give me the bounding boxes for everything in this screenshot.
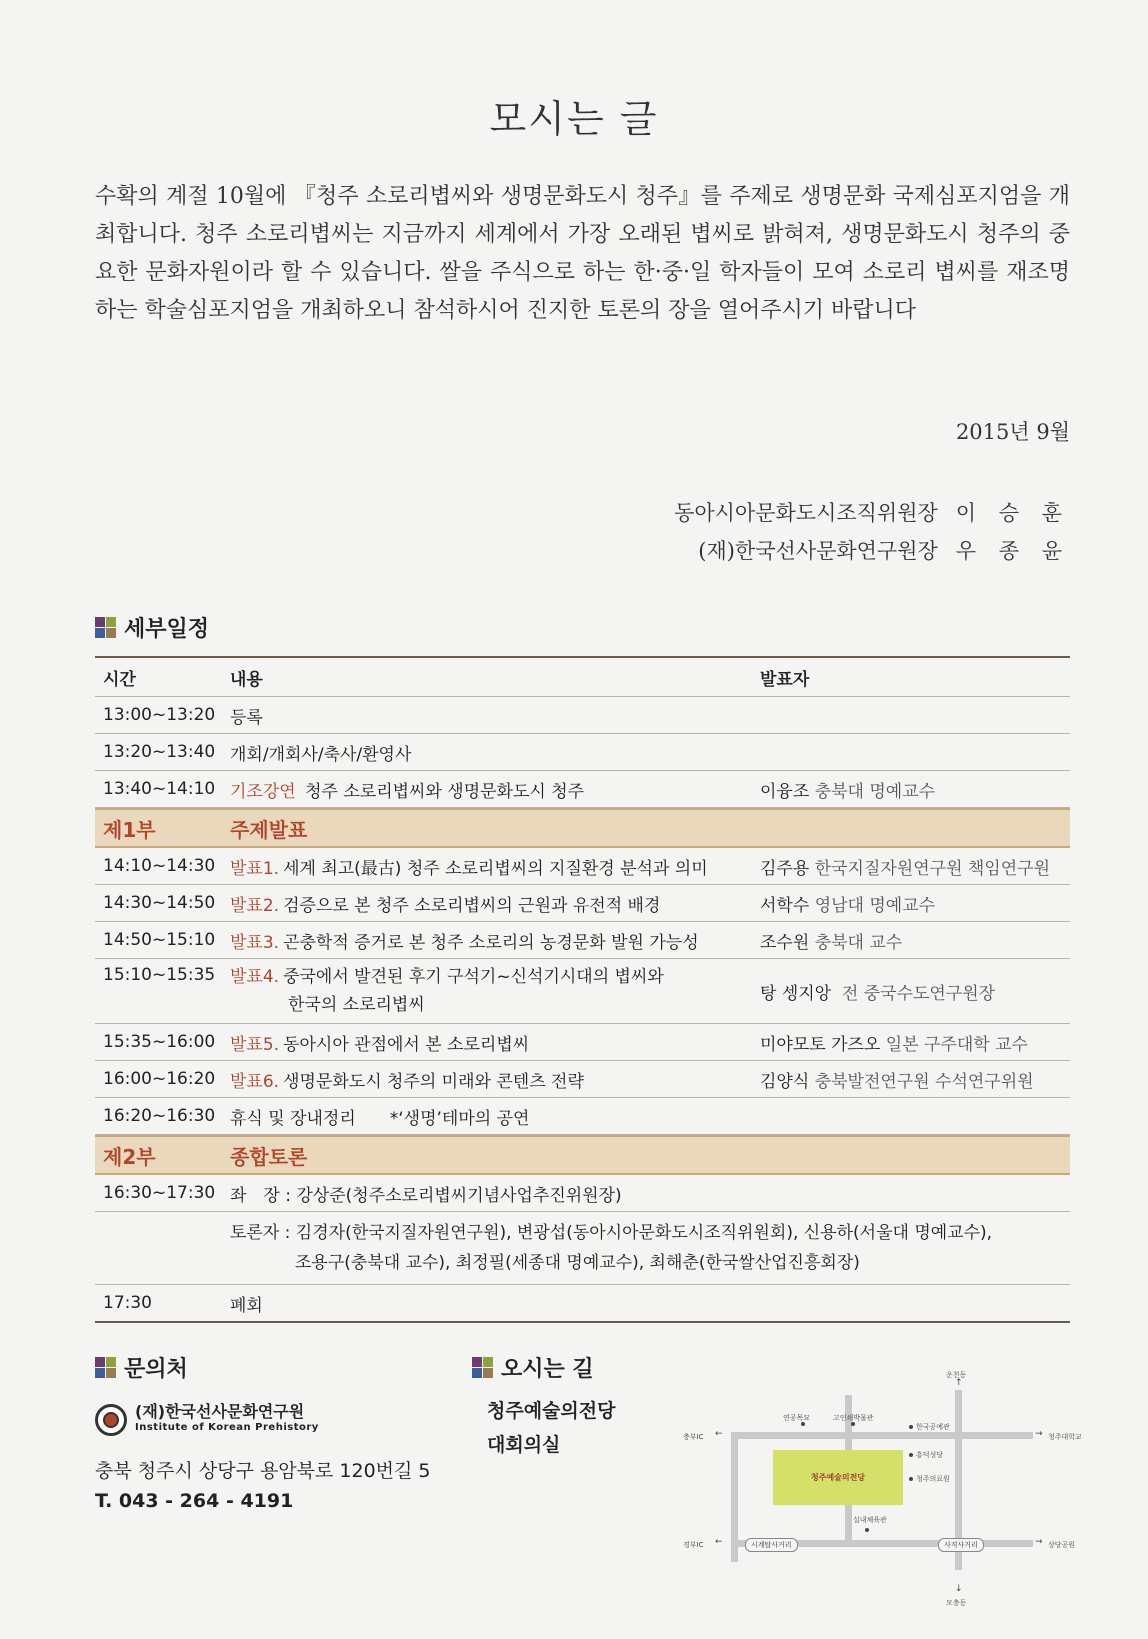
venue-info — [487, 1394, 615, 1462]
table-row: 17:30 폐회 — [103, 1293, 263, 1316]
intro-paragraph: 수확의 계절 10월에 『청주 소로리볍씨와 생명문화도시 청주』를 주제로 생명문화 국제심포지엄을 개최합니다. 청주 소로리볍씨는 지금까지 세계에서 가장 오래된 볍씨로 밝혀져, 생명문화도시 청주의 중요한 문화자원이라 할 수 있습니다. 쌀을 주식으로 하는 한·중·일 학자들이 모여 소로리 볍씨를 재조명하는 학술심포지엄을 개최하오니 참석하시어 진지한 토론의 장을 열어주시기 바랍니다 — [95, 184, 1070, 323]
section-square-icon — [472, 1357, 493, 1378]
institute-logo: (재)한국선사문화연구원 Institute of Korean Prehistory — [95, 1404, 319, 1436]
venue-room: 대회의실 — [487, 1434, 561, 1456]
table-header: 시간 내용 발표자 — [95, 658, 1070, 697]
venue-name: 청주예술의전당 — [487, 1400, 616, 1422]
session-band-2: 제2부 종합토론 — [95, 1135, 1070, 1175]
table-row: 13:40~14:10 기조강연 청주 소로리볍씨와 생명문화도시 청주 이융조 충북대 명예교수 — [95, 771, 1070, 808]
location-map: 청주예술의전당 운천동 ↑ 모충동 ↓ 충부IC ← 경부IC ← → 청주대학교 → 상당공원 연공목묘 고인쇄박물관 한국공예관 흥덕성당 청주의료원 실내체육관 시계탑사거리 사직사거리 — [683, 1371, 1082, 1607]
institute-seal-icon — [95, 1404, 127, 1436]
table-row: 16:20~16:30 휴식 및 장내정리 *‘생명’테마의 공연 — [95, 1098, 1070, 1135]
table-row: 토론자 : 김경자(한국지질자원연구원), 변광섭(동아시아문화도시조직위원회), 신용하(서울대 명예교수), 조용구(충북대 교수), 최정필(세종대 명예교수), 최해춘(한국쌀산업진흥회장) — [95, 1212, 1070, 1285]
table-row: 16:30~17:30 좌 장 : 강상준(청주소로리볍씨기념사업추진위원장) — [95, 1175, 1070, 1212]
table-row: 13:20~13:40 개회/개회사/축사/환영사 — [95, 734, 1070, 771]
map-road — [731, 1432, 738, 1562]
signature-name: 우 종 윤 — [955, 539, 1070, 563]
section-square-icon — [95, 1357, 116, 1378]
table-row: 14:10~14:30 발표1. 세계 최고(最古) 청주 소로리볍씨의 지질환경 분석과 의미 김주용 한국지질자원연구원 책임연구원 — [95, 848, 1070, 885]
contact-phone: T. 043 - 264 - 4191 — [95, 1490, 294, 1512]
signature-1 — [674, 497, 1070, 527]
contact-address: 충북 청주시 상당구 용암북로 120번길 5 — [95, 1460, 431, 1482]
session-band-1: 제1부 주제발표 — [95, 808, 1070, 848]
directions-heading: 오시는 길 — [472, 1352, 594, 1383]
map-venue-box: 청주예술의전당 — [773, 1450, 903, 1505]
table-row: 15:35~16:00 발표5. 동아시아 관점에서 본 소로리볍씨 미야모토 가즈오 일본 구주대학 교수 — [95, 1024, 1070, 1061]
table-row: 15:10~15:35 발표4. 중국에서 발견된 후기 구석기~신석기시대의 볍씨와 한국의 소로리볍씨 탕 셍지앙 전 중국수도연구원장 — [95, 959, 1070, 1024]
contact-heading: 문의처 — [95, 1352, 188, 1383]
table-row: 16:00~16:20 발표6. 생명문화도시 청주의 미래와 콘텐츠 전략 김양식 충북발전연구원 수석연구위원 — [95, 1061, 1070, 1098]
schedule-table — [95, 656, 1070, 1323]
section-square-icon — [95, 617, 116, 638]
letter-date: 2015년 9월 — [955, 420, 1070, 444]
table-row: 14:30~14:50 발표2. 검증으로 본 청주 소로리볍씨의 근원과 유전적 배경 서학수 영남대 명예교수 — [95, 885, 1070, 922]
signature-name: 이 승 훈 — [955, 501, 1070, 525]
signature-title: 동아시아문화도시조직위원장 — [674, 501, 938, 525]
table-row: 14:50~15:10 발표3. 곤충학적 증거로 본 청주 소로리의 농경문화 발원 가능성 조수원 충북대 교수 — [95, 922, 1070, 959]
page-title: 모시는 글 — [489, 97, 659, 141]
map-road — [733, 1432, 1033, 1439]
schedule-heading: 세부일정 — [95, 612, 209, 643]
signature-2 — [698, 535, 1070, 565]
table-row: 13:00~13:20 등록 — [95, 697, 1070, 734]
signature-title: (재)한국선사문화연구원장 — [698, 539, 938, 563]
